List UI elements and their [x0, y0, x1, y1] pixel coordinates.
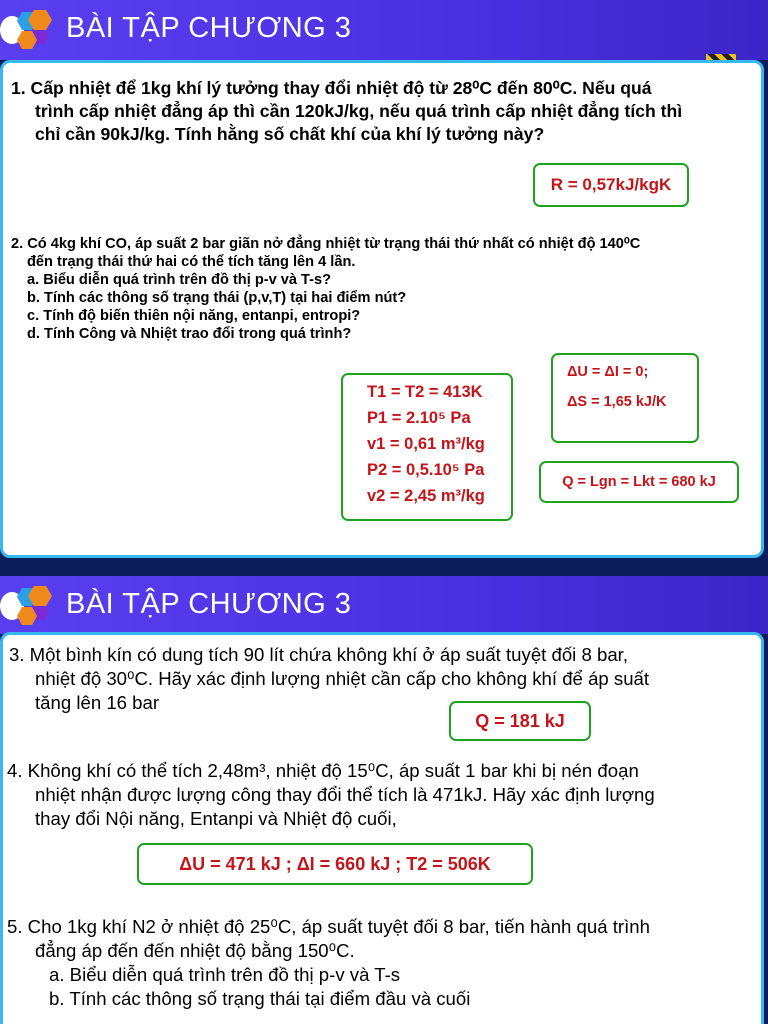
problem-2-line: b. Tính các thông số trạng thái (p,v,T) tại hai điểm nút?	[27, 290, 407, 306]
energy-du: ΔU = ΔI = 0;	[567, 364, 649, 380]
problem-5-line: b. Tính các thông số trạng thái tại điểm đầu và cuối	[49, 988, 471, 1009]
problem-4-answer: ΔU = 471 kJ ; ΔI = 660 kJ ; T2 = 506K	[137, 843, 533, 885]
slide-2-content	[0, 632, 764, 1024]
state-v2: v2 = 2,45 m³/kg	[367, 487, 485, 505]
problem-2-text	[11, 235, 763, 343]
problem-2-line: d. Tính Công và Nhiệt trao đổi trong quá trình?	[27, 326, 352, 342]
problem-2-state-answer	[341, 373, 513, 521]
problem-1-answer: R = 0,57kJ/kgK	[533, 163, 689, 207]
problem-5-text	[7, 915, 763, 1011]
problem-1-line: trình cấp nhiệt đẳng áp thì cần 120kJ/kg, nếu quá trình cấp nhiệt đẳng tích thì	[35, 101, 683, 121]
state-t-equal: T1 = T2 = 413K	[367, 383, 483, 401]
problem-2-line: a. Biểu diễn quá trình trên đồ thị p-v và T-s?	[27, 272, 332, 288]
hexagon-logo-icon	[0, 580, 60, 632]
problem-3-text	[9, 643, 761, 715]
state-v1: v1 = 0,61 m³/kg	[367, 435, 485, 453]
slide-2-title: BÀI TẬP CHƯƠNG 3	[66, 588, 352, 620]
problem-3-line: nhiệt độ 30⁰C. Hãy xác định lượng nhiệt cần cấp cho không khí để áp suất	[35, 668, 650, 689]
problem-2-line: 2. Có 4kg khí CO, áp suất 2 bar giãn nở đẳng nhiệt từ trạng thái thứ nhất có nhiệt độ 140⁰C	[11, 236, 641, 252]
state-p1: P1 = 2.10⁵ Pa	[367, 409, 471, 427]
problem-4-line: nhiệt nhận được lượng công thay đổi thể tích là 471kJ. Hãy xác định lượng	[35, 784, 655, 805]
slide-1-content	[0, 60, 764, 558]
energy-ds: ΔS = 1,65 kJ/K	[567, 394, 667, 410]
problem-5-line: a. Biểu diễn quá trình trên đồ thị p-v và T-s	[49, 964, 401, 985]
problem-2-heat-answer: Q = Lgn = Lkt = 680 kJ	[539, 461, 739, 503]
problem-2-line: c. Tính độ biến thiên nội năng, entanpi, entropi?	[27, 308, 361, 324]
problem-1-text	[11, 77, 759, 146]
problem-1-line: 1. Cấp nhiệt để 1kg khí lý tưởng thay đổi nhiệt độ từ 28⁰C đến 80⁰C. Nếu quá	[11, 78, 652, 98]
problem-3-answer: Q = 181 kJ	[449, 701, 591, 741]
problem-1-line: chỉ cần 90kJ/kg. Tính hằng số chất khí của khí lý tưởng này?	[35, 124, 545, 144]
problem-3-line: 3. Một bình kín có dung tích 90 lít chứa không khí ở áp suất tuyệt đối 8 bar,	[9, 644, 628, 665]
slide-1-header	[0, 0, 768, 60]
slide-1-title: BÀI TẬP CHƯƠNG 3	[66, 12, 352, 44]
slide-2-header	[0, 576, 768, 634]
problem-3-line: tăng lên 16 bar	[35, 692, 160, 713]
problem-4-line: thay đổi Nội năng, Entanpi và Nhiệt độ cuối,	[35, 808, 397, 829]
problem-2-energy-answer	[551, 353, 699, 443]
slide-2	[0, 576, 768, 1024]
problem-5-line: đẳng áp đến đến nhiệt độ bằng 150⁰C.	[35, 940, 355, 961]
hexagon-logo-icon	[0, 4, 60, 56]
problem-5-line: 5. Cho 1kg khí N2 ở nhiệt độ 25⁰C, áp suất tuyệt đối 8 bar, tiến hành quá trình	[7, 916, 650, 937]
problem-4-line: 4. Không khí có thể tích 2,48m³, nhiệt độ 15⁰C, áp suất 1 bar khi bị nén đoạn	[7, 760, 639, 781]
state-p2: P2 = 0,5.10⁵ Pa	[367, 461, 485, 479]
problem-2-line: đến trạng thái thứ hai có thể tích tăng lên 4 lần.	[27, 254, 356, 270]
problem-4-text	[7, 759, 763, 831]
